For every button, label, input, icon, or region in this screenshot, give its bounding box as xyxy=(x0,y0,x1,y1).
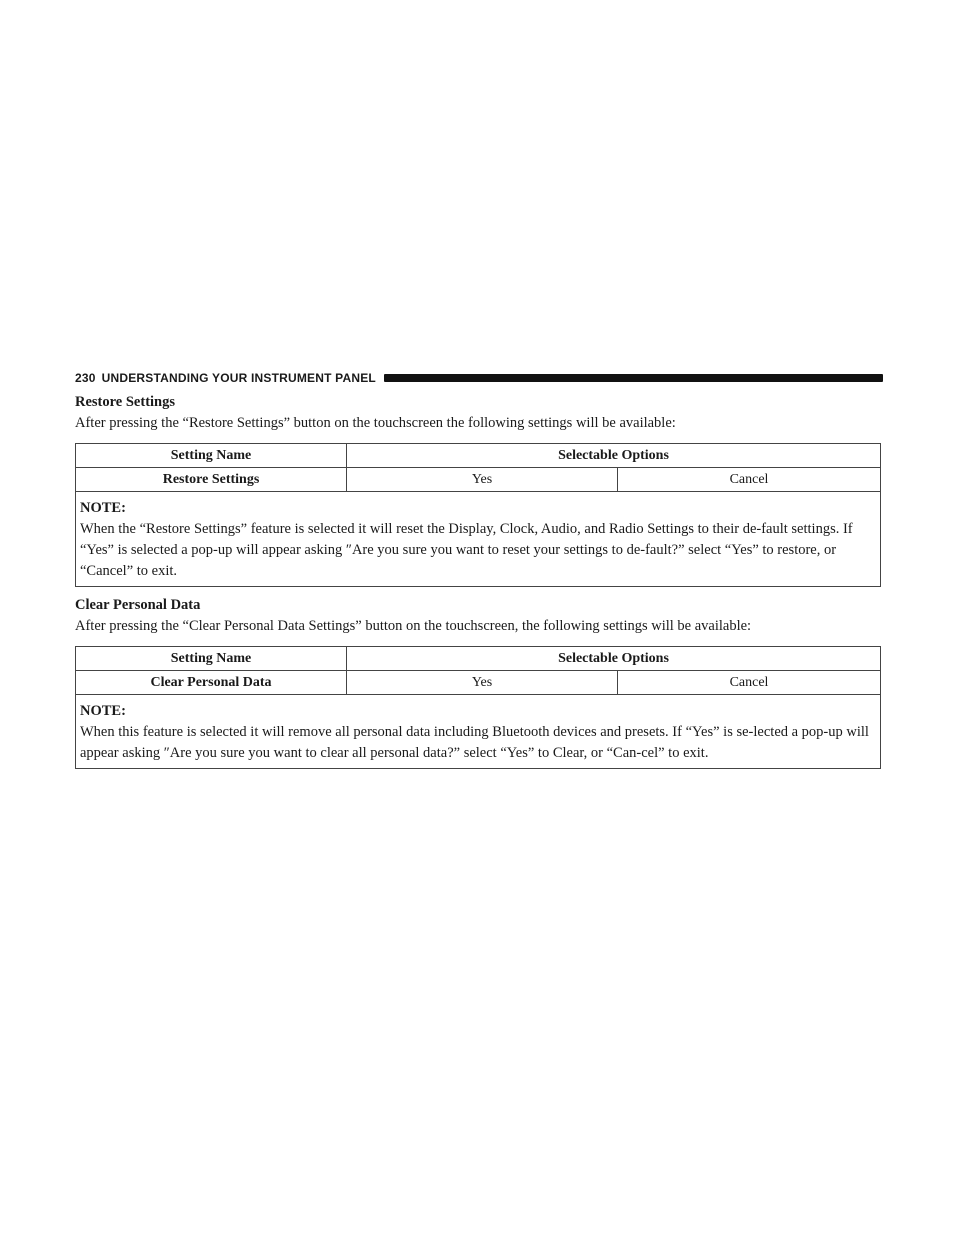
restore-settings-table xyxy=(75,443,881,587)
table-row xyxy=(76,468,881,492)
col-setting-name: Setting Name xyxy=(76,647,347,671)
option-cancel-cell: Cancel xyxy=(618,468,881,492)
section-title: UNDERSTANDING YOUR INSTRUMENT PANEL xyxy=(101,371,376,385)
table-row xyxy=(76,671,881,695)
col-selectable-options: Selectable Options xyxy=(347,444,881,468)
page-number: 230 xyxy=(75,371,96,385)
table-note-row xyxy=(76,695,881,769)
option-yes-cell: Yes xyxy=(347,468,618,492)
clear-personal-data-table xyxy=(75,646,881,769)
note-cell xyxy=(76,492,881,587)
note-text: When this feature is selected it will remove all personal data including Bluetooth devices and presets. If “Yes” is se-lected a pop-up will appear asking ″Are you sure you want to clear all personal data?” select “Yes” to Clear, or “Can-cel” to exit. xyxy=(80,724,869,761)
section-intro-restore: After pressing the “Restore Settings” button on the touchscreen the following settings will be available: xyxy=(75,415,676,431)
page-header xyxy=(75,370,883,386)
note-cell xyxy=(76,695,881,769)
option-cancel-cell: Cancel xyxy=(618,671,881,695)
table-header-row xyxy=(76,647,881,671)
section-heading-restore: Restore Settings xyxy=(75,394,176,410)
table-header-row xyxy=(76,444,881,468)
table-note-row xyxy=(76,492,881,587)
col-selectable-options: Selectable Options xyxy=(347,647,881,671)
page-content xyxy=(75,392,883,777)
setting-name-cell: Restore Settings xyxy=(76,468,347,492)
option-yes-cell: Yes xyxy=(347,671,618,695)
note-label: NOTE: xyxy=(80,703,126,719)
note-label: NOTE: xyxy=(80,500,126,516)
note-text: When the “Restore Settings” feature is selected it will reset the Display, Clock, Audio, and Radio Settings to their de-fault settings. If “Yes” is selected a pop-up will appear asking ″Are you sure you want to reset your settings to de-fault?” select “Yes” to restore, or “Cancel” to exit. xyxy=(80,521,853,579)
col-setting-name: Setting Name xyxy=(76,444,347,468)
section-intro-clear: After pressing the “Clear Personal Data Settings” button on the touchscreen, the following settings will be available: xyxy=(75,618,752,634)
setting-name-cell: Clear Personal Data xyxy=(76,671,347,695)
section-heading-clear: Clear Personal Data xyxy=(75,597,201,613)
header-rule xyxy=(384,374,883,382)
